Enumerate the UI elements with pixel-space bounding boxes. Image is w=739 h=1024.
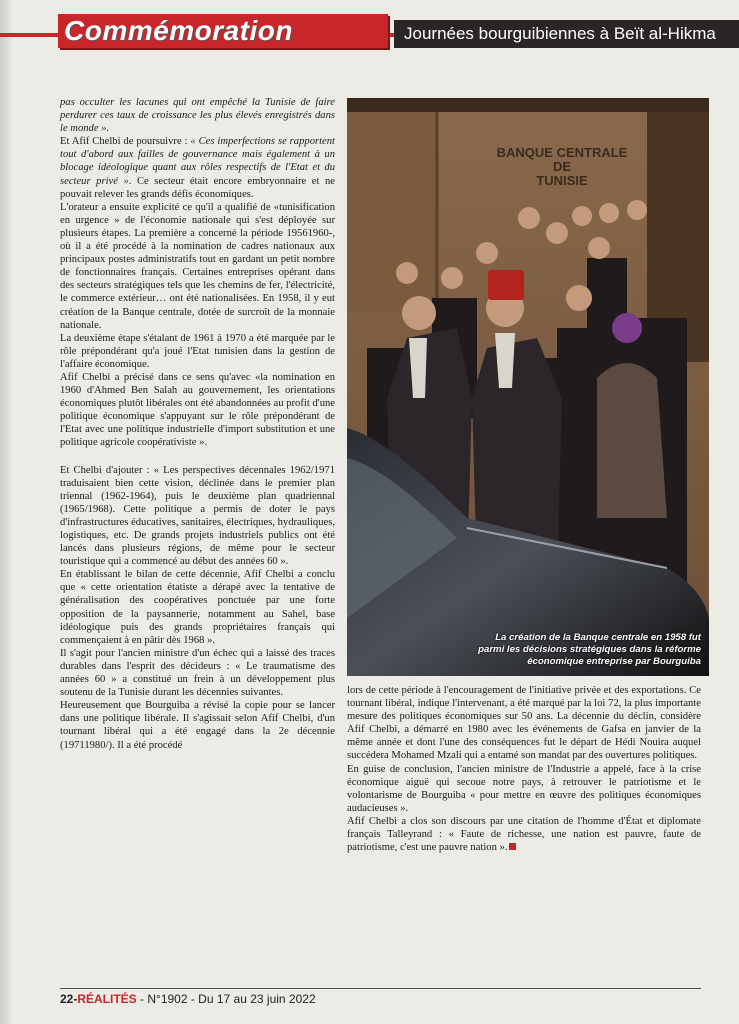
page-footer (60, 992, 316, 1006)
paragraph: La deuxième étape s'étalant de 1961 à 1970 a été marquée par le rôle prépondérant qu'a joué l'Etat tunisien dans la gestion de l'affaire économique. (60, 332, 335, 370)
paragraph: Et Afif Chelbi de poursuivre : « Ces imperfections se rapportent tout d'abord aux failles de gouvernance mais également à un blocage idéologique quant aux rôles respectifs de l'Etat et du secteur privé ». Ce secteur était encore embryonnaire et ne pouvait relever les grands défis économiques. (60, 136, 335, 200)
paragraph: Heureusement que Bourguiba a révisé la copie pour se lancer dans une politique libérale. Il s'agissait selon Afif Chelbi, d'un tournant libéral qui a été engagé dans la 2e décennie (19711980/). Il a été procédé (60, 700, 335, 751)
paragraph: En établissant le bilan de cette décennie, Afif Chelbi a conclu que « cette orientation étatiste a dérapé avec la tentative de généralisation des coopératives ponctuée par une forte opposition de la paysannerie, notamment au Sahel, base idéologique puis des grands propriétaires français qui commençaient à en pâtir dès 1968 ». (60, 569, 335, 646)
paragraph: pas occulter les lacunes qui ont empêché la Tunisie de faire perdurer ces taux de croissance les plus élevés enregistrés dans le monde ». (60, 97, 335, 135)
page-gutter-shadow (0, 0, 14, 1024)
paragraph: En guise de conclusion, l'ancien ministre de l'Industrie a appelé, face à la crise économique aiguë qui secoue notre pays, à retrouver le patriotisme et le volontarisme de Bourguiba « pour mettre en œuvre des politiques économiques audacieuses ». (347, 763, 701, 814)
footer-rule (60, 988, 701, 989)
paragraph: Afif Chelbi a clos son discours par une citation de l'homme d'État et diplomate français Talleyrand : « Faute de richesse, une nation est pauvre, faute de patriotisme, c'est une pauvre nation ». (347, 815, 701, 854)
paragraph: Et Chelbi d'ajouter : « Les perspectives décennales 1962/1971 traduisaient bien cette vision, déclinée dans le premier plan triennal (1962-1964), puis le deuxième plan quadriennal (1965/1968). Cette politique a permis de doter le pays d'infrastructures éducatives, sanitaires, électriques, hydrauliques, logistiques, etc. De grands projets industriels publics ont été lancés dans plusieurs régions, de même pour le secteur touristique qui a commencé au début des années 60 ». (60, 464, 335, 568)
archive-photo (347, 98, 709, 676)
paragraph-gap (60, 450, 335, 464)
sign-line: TUNISIE (536, 173, 588, 188)
section-subtitle: Journées bourguibiennes à Beït al-Hikma (394, 20, 739, 48)
paragraph: Il s'agit pour l'ancien ministre d'un échec qui a laissé des traces durables dans l'esprit des décideurs : « Le traumatisme des années 60 » a constitué un frein à un développement plus soutenu de la Tunisie durant les décennies suivantes. (60, 647, 335, 699)
end-of-article-mark (509, 843, 516, 850)
paragraph: Afif Chelbi a précisé dans ce sens qu'avec «la nomination en 1960 d'Ahmed Ben Salah au gouvernement, les orientations économiques plutôt libérales ont été abandonnées au profit d'une politique économique s'appuyant sur le rôle prépondérant de l'Etat avec une politique industrielle d'import substitution et une politique agricole coopérativiste ». (60, 371, 335, 449)
sign-line: DE (552, 159, 572, 174)
sign-line: BANQUE CENTRALE (496, 145, 628, 160)
section-title: Commémoration (58, 14, 388, 48)
bank-sign (487, 146, 637, 188)
paragraph: lors de cette période à l'encouragement de l'initiative privée et des exportations. Ce tournant libéral, indique l'intervenant, a été marqué par la loi 72, la plus importante mesure des politiques économiques sur 50 ans. La décennie du déclin, considère Afif Chelbi, a démarré en 1980 avec les événements de Gafsa en janvier de la même année et dont l'une des conséquences fut le départ de Hédi Nouira auquel succédera Mohamed Mzali qui a entamé son mandat par des ouvertures politiques. (347, 685, 701, 762)
article-left-column (60, 96, 335, 752)
magazine-name: RÉALITÉS (77, 992, 137, 1006)
photo-caption: La création de la Banque centrale en 1958 fut parmi les décisions stratégiques dans la réforme économique entreprise par Bourguiba (478, 632, 701, 667)
issue-info: - N°1902 - Du 17 au 23 juin 2022 (140, 992, 316, 1006)
page-number: 22- (60, 992, 78, 1006)
article-right-column (347, 684, 701, 854)
paragraph: L'orateur a ensuite explicité ce qu'il a qualifié de «tunisification en urgence » de l'économie nationale qui s'est déployée sur plusieurs étapes. La première a concerné la période 19561960-, où il a été procédé à la nomination de cadres nationaux aux principaux postes administratifs tout en gardant un petit nombre de fonctionnaires français. Certaines entreprises opérant dans des secteurs stratégiques tels que les chemins de fer, l'électricité, le commerce extérieur… ont été nationalisées. En 1958, il y eut création de la Banque centrale, dotée de surcroît de la monnaie nationale. (60, 201, 335, 331)
